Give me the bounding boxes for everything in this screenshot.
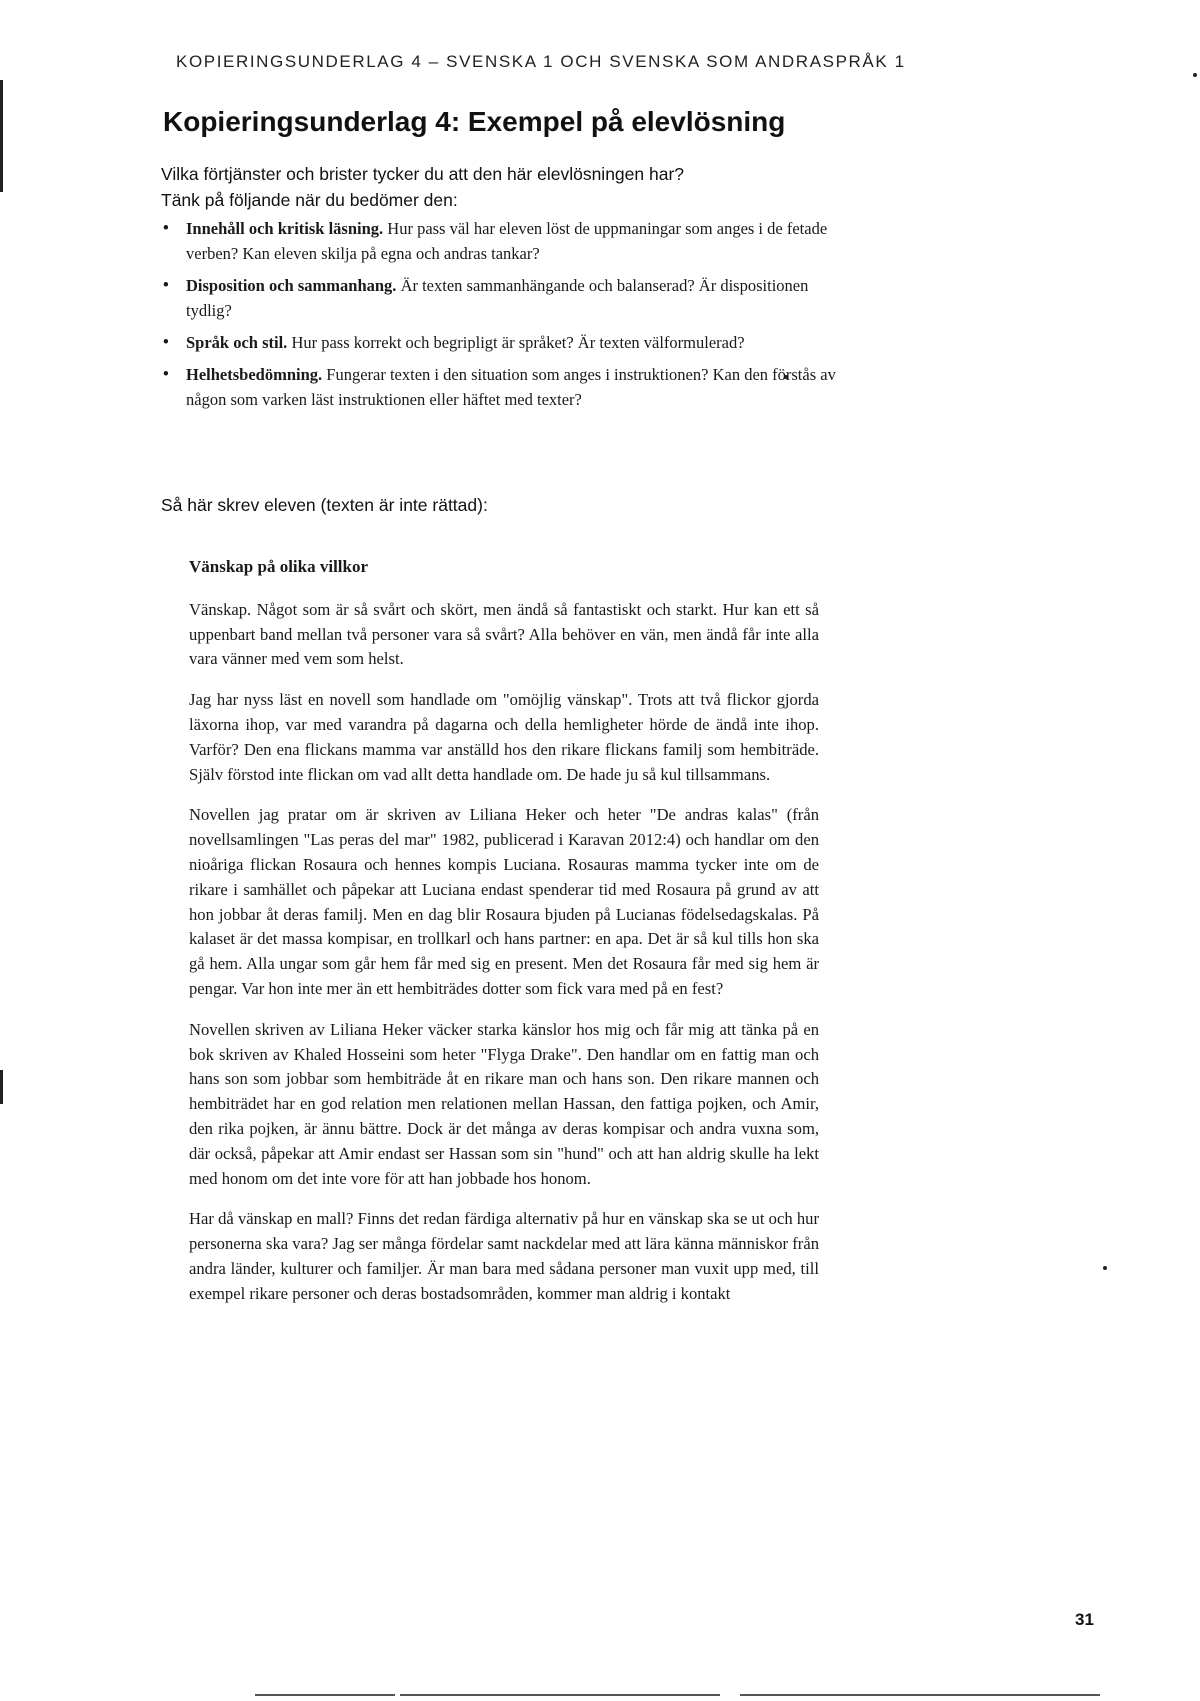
scan-edge-mark (0, 1070, 3, 1104)
bullet-icon: • (163, 365, 169, 383)
bullet-icon: • (163, 333, 169, 351)
criterion-term: Disposition och sammanhang. (186, 276, 397, 295)
intro-instruction: Tänk på följande när du bedömer den: (161, 190, 458, 210)
running-header: KOPIERINGSUNDERLAG 4 – SVENSKA 1 OCH SVENSKA SOM ANDRASPRÅK 1 (176, 52, 906, 71)
criterion-item (161, 362, 851, 412)
criterion-text: Fungerar texten i den situation som anges i instruktionen? Kan den förstås av någon som varken läst instruktionen eller häftet med texter? (186, 365, 836, 409)
criterion-text: Är texten sammanhängande och balanserad? Är dispositionen tydlig? (186, 276, 809, 320)
student-essay (189, 555, 819, 1323)
essay-paragraph: Novellen skriven av Liliana Heker väcker starka känslor hos mig och får mig att tänka på en bok skriven av Khaled Hosseini som heter "Flyga Drake". Den handlar om en fattig man och hans son som jobbar som hembiträde åt en rikare man och hans son. Den rikare mannen och hembiträdet har en god relation men relationen mellan Hassan, den fattiga pojken, och Amir, den rika pojken, är ännu bättre. Dock är det många av deras kompisar och andra vuxna som, där också, påpekar att Amir endast ser Hassan som sin "hund" och att han aldrig skulle ha lekt med honom om det inte vore för att han jobbade hos honom. (189, 1019, 819, 1188)
student-text-heading: Så här skrev eleven (texten är inte rättad): (161, 495, 488, 515)
essay-paragraph: Novellen jag pratar om är skriven av Liliana Heker och heter "De andras kalas" (från novellsamlingen "Las peras del mar" 1982, publicerad i Karavan 2012:4) och handlar om den nioåriga flickan Rosaura och hennes kompis Luciana. Rosauras mamma tycker inte om de rikare i samhället och påpekar att Luciana endast spenderar tid med Rosaura på grund av att hon jobbar åt deras familj. Men en dag blir Rosaura bjuden på Lucianas födelsedagskalas. På kalaset är det massa kompisar, en trollkarl och hans partner: en apa. Det är så kul tills hon ska gå hem. Alla ungar som går hem får med sig en present. Men det Rosaura får med sig hem är pengar. Var hon inte mer än ett hembiträdes dotter som fick vara med på en fest? (189, 805, 819, 998)
essay-title: Vänskap på olika villkor (189, 557, 369, 576)
criterion-item (161, 273, 851, 323)
criterion-text: Hur pass väl har eleven löst de uppmaningar som anges i de fetade verben? Kan eleven skilja på egna och andras tankar? (186, 219, 828, 263)
scan-speck (1103, 1266, 1107, 1270)
scan-bottom-rule (740, 1694, 1100, 1696)
criterion-term: Innehåll och kritisk läsning. (186, 219, 384, 238)
essay-paragraph: Har då vänskap en mall? Finns det redan färdiga alternativ på hur en vänskap ska se ut och hur personerna ska vara? Jag ser många fördelar samt nackdelar med att lära känna människor från andra länder, kulturer och familjer. Är man bara med sådana personer man vuxit upp med, till exempel rikare personer och deras bostadsområden, kommer man aldrig i kontakt (189, 1209, 819, 1303)
intro-text (161, 161, 861, 213)
criterion-item (161, 216, 851, 266)
criterion-term: Helhetsbedömning. (186, 365, 323, 384)
essay-paragraph: Jag har nyss läst en novell som handlade om "omöjlig vänskap". Trots att två flickor gjorda läxorna ihop, var med varandra på dagarna och della hemligheter hörde de ändå inte ihop. Varför? Den ena flickans mamma var anställd hos den rikare flickans familj som hembiträde. Själv förstod inte flickan om vad allt detta handlade om. De hade ju så kul tillsammans. (189, 690, 819, 784)
scan-bottom-rule (255, 1694, 395, 1696)
page-number: 31 (1075, 1610, 1094, 1629)
assessment-criteria-list (161, 216, 851, 419)
scan-bottom-rule (400, 1694, 720, 1696)
criterion-item (161, 330, 851, 355)
scan-speck (1193, 73, 1197, 77)
criterion-text: Hur pass korrekt och begripligt är språket? Är texten välformulerad? (291, 333, 745, 352)
criterion-term: Språk och stil. (186, 333, 288, 352)
scan-edge-mark (0, 80, 3, 192)
bullet-icon: • (163, 276, 169, 294)
page-title: Kopieringsunderlag 4: Exempel på elevlösning (163, 106, 786, 137)
bullet-icon: • (163, 219, 169, 237)
intro-question: Vilka förtjänster och brister tycker du att den här elevlösningen har? (161, 164, 685, 184)
essay-paragraph: Vänskap. Något som är så svårt och skört, men ändå så fantastiskt och starkt. Hur kan ett så uppenbart band mellan två personer vara så svårt? Alla behöver en vän, men ändå får inte alla vara vänner med vem som helst. (189, 599, 819, 669)
